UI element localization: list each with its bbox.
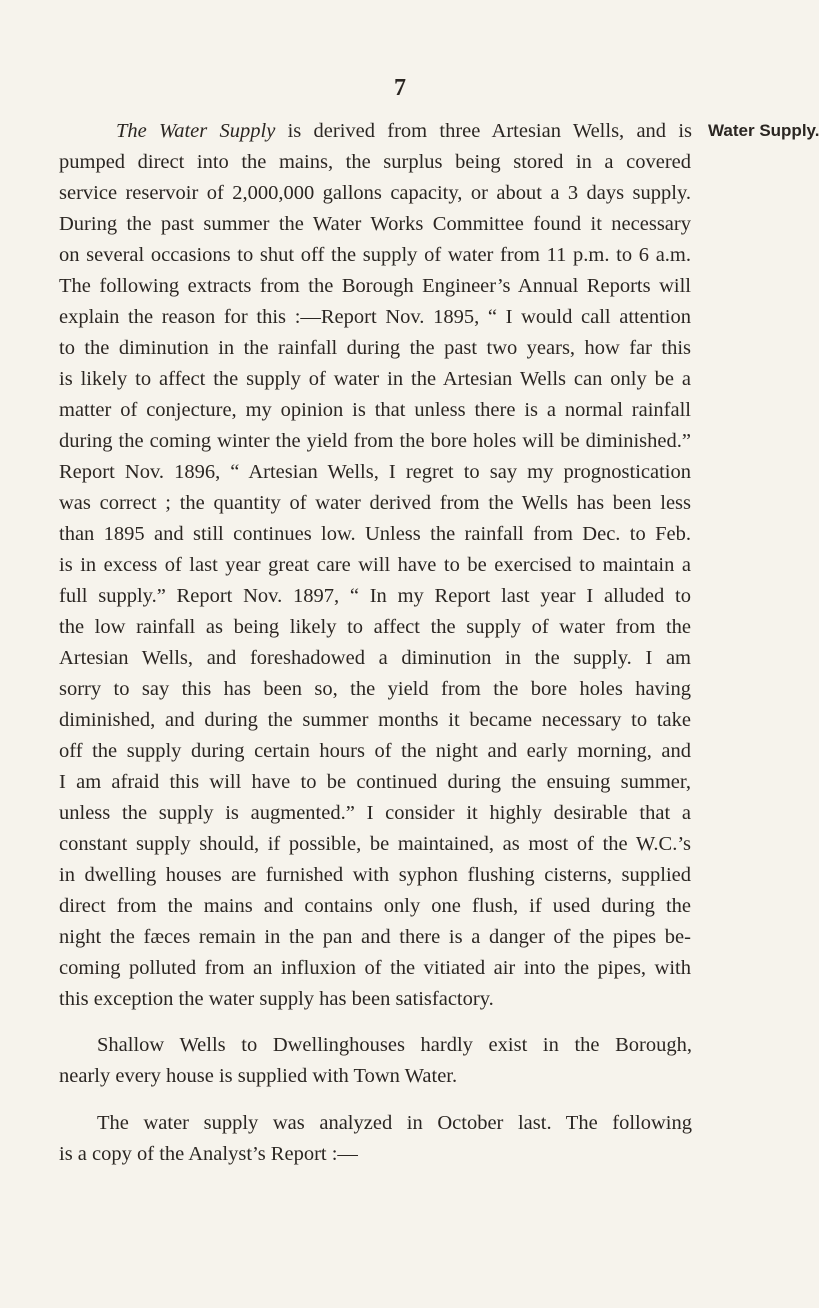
text-line: nearly every house is supplied with Town Water. bbox=[59, 1065, 458, 1087]
text-line: in dwelling houses are furnished with syphon flushing cisterns, supplied bbox=[59, 864, 691, 886]
text-line: was correct ; the quantity of water derived from the Wells has been less bbox=[59, 492, 691, 514]
italic-heading: The Water Supply bbox=[116, 120, 276, 142]
text-line: explain the reason for this :—Report Nov. 1895, “ I would call attention bbox=[59, 306, 691, 328]
text-line: constant supply should, if possible, be maintained, as most of the W.C.’s bbox=[59, 833, 691, 855]
text-line: is a copy of the Analyst’s Report :— bbox=[59, 1143, 358, 1165]
text-line: matter of conjecture, my opinion is that unless there is a normal rainfall bbox=[59, 399, 691, 421]
text-line: on several occasions to shut off the supply of water from 11 p.m. to 6 a.m. bbox=[59, 244, 691, 266]
text-line: is in excess of last year great care will have to be exercised to maintain a bbox=[59, 554, 691, 576]
text-line: Shallow Wells to Dwellinghouses hardly exist in the Borough, bbox=[97, 1034, 692, 1056]
text-line: diminished, and during the summer months it became necessary to take bbox=[59, 709, 691, 731]
text-line: than 1895 and still continues low. Unless the rainfall from Dec. to Feb. bbox=[59, 523, 691, 545]
text-line: The Water Supply is derived from three Artesian Wells, and is bbox=[116, 120, 692, 142]
text-line: During the past summer the Water Works Committee found it necessary bbox=[59, 213, 691, 235]
text-line: service reservoir of 2,000,000 gallons capacity, or about a 3 days supply. bbox=[59, 182, 691, 204]
text-line: sorry to say this has been so, the yield from the bore holes having bbox=[59, 678, 691, 700]
text-line: Report Nov. 1896, “ Artesian Wells, I regret to say my prognostication bbox=[59, 461, 691, 483]
text-line: the low rainfall as being likely to affect the supply of water from the bbox=[59, 616, 691, 638]
text-line: direct from the mains and contains only one flush, if used during the bbox=[59, 895, 691, 917]
text-line: night the fæces remain in the pan and there is a danger of the pipes be- bbox=[59, 926, 691, 948]
text-line: this exception the water supply has been satisfactory. bbox=[59, 988, 494, 1010]
text-line: to the diminution in the rainfall during the past two years, how far this bbox=[59, 337, 691, 359]
text-line: I am afraid this will have to be continued during the ensuing summer, bbox=[59, 771, 691, 793]
text-line: pumped direct into the mains, the surplus being stored in a covered bbox=[59, 151, 691, 173]
text-line: coming polluted from an influxion of the vitiated air into the pipes, with bbox=[59, 957, 691, 979]
text-line: Artesian Wells, and foreshadowed a diminution in the supply. I am bbox=[59, 647, 691, 669]
page-number: 7 bbox=[394, 75, 406, 101]
text-line: unless the supply is augmented.” I consider it highly desirable that a bbox=[59, 802, 691, 824]
text-line: during the coming winter the yield from the bore holes will be diminished.” bbox=[59, 430, 691, 452]
text-line: The water supply was analyzed in October last. The following bbox=[97, 1112, 692, 1134]
text-line: is likely to affect the supply of water in the Artesian Wells can only be a bbox=[59, 368, 691, 390]
text-line: full supply.” Report Nov. 1897, “ In my Report last year I alluded to bbox=[59, 585, 691, 607]
text-line: off the supply during certain hours of the night and early morning, and bbox=[59, 740, 691, 762]
text-line: The following extracts from the Borough Engineer’s Annual Reports will bbox=[59, 275, 691, 297]
margin-note-water-supply: Water Supply. bbox=[708, 121, 819, 140]
